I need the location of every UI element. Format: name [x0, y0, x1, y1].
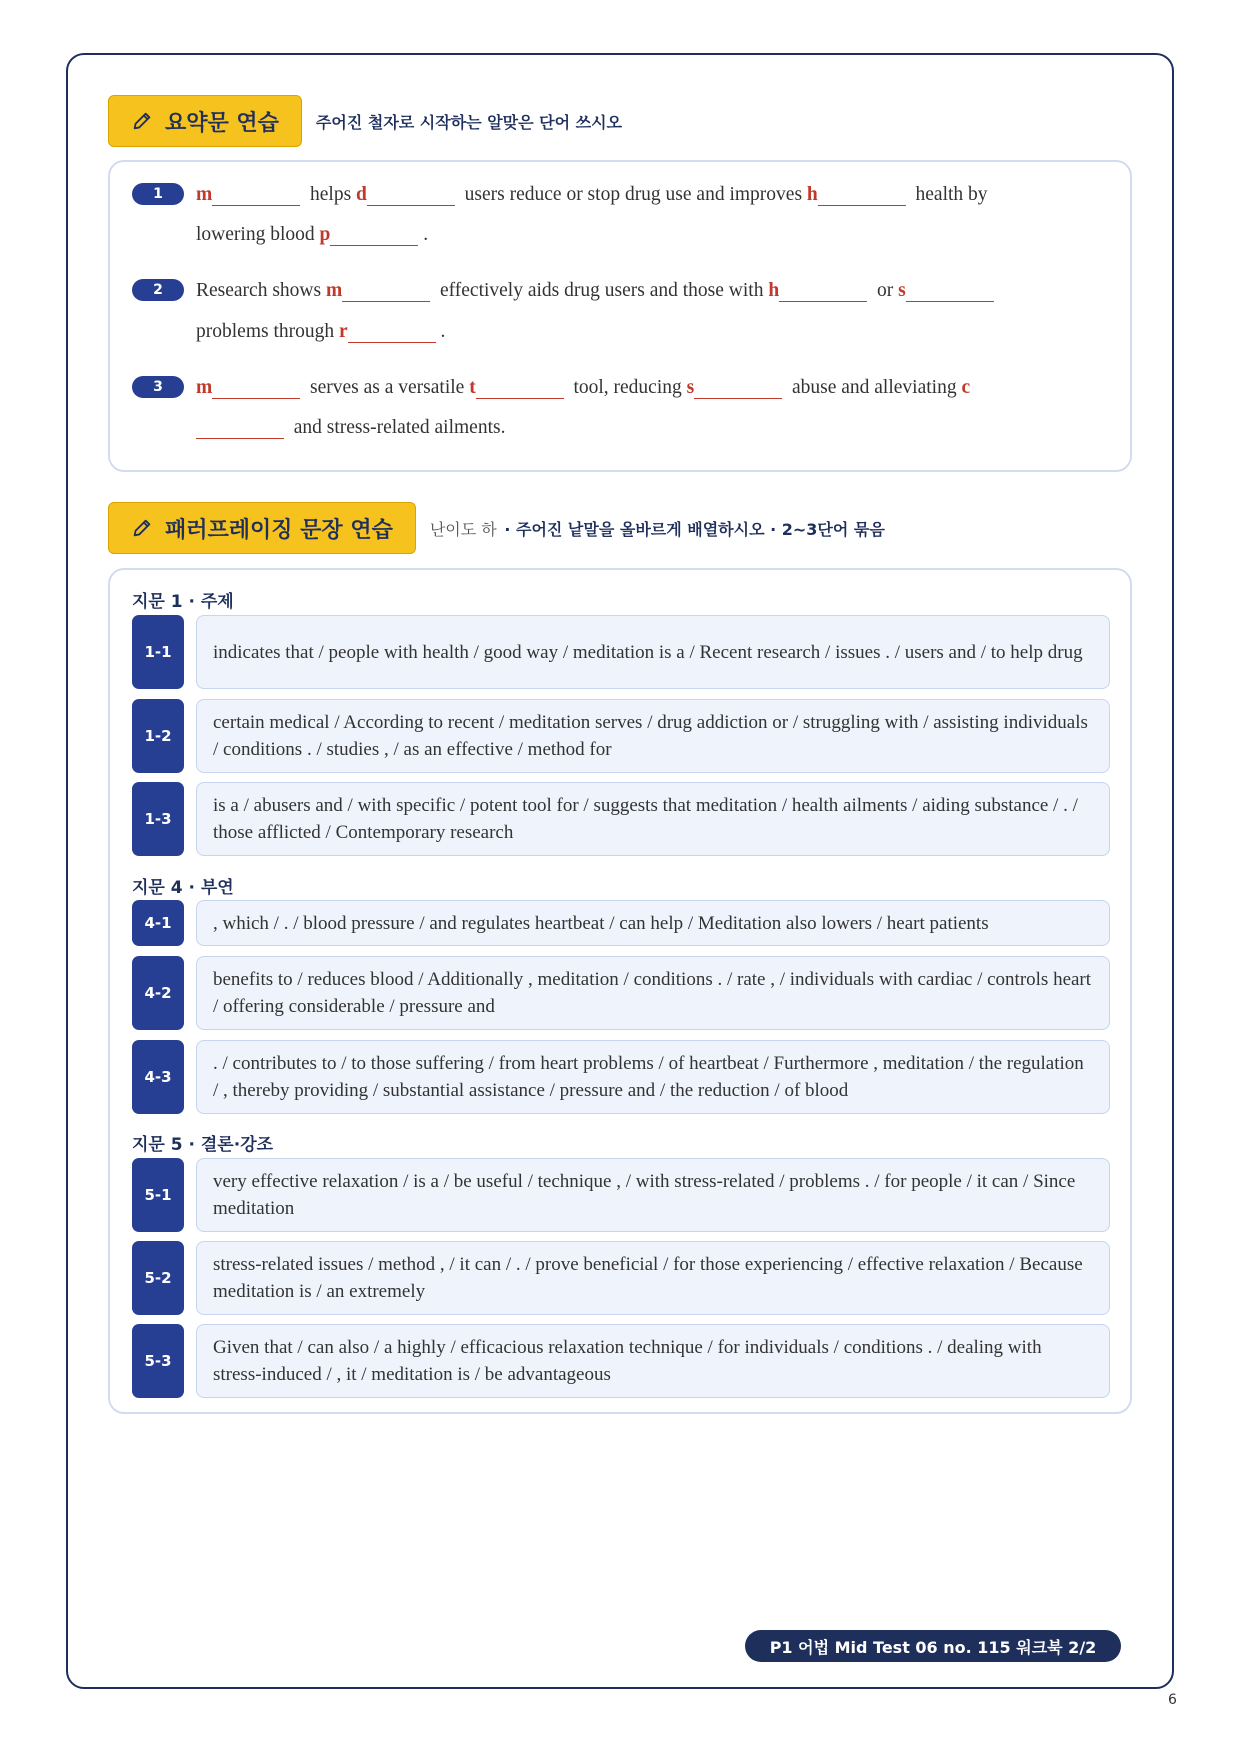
- summary-section-header: [108, 95, 622, 147]
- answer-blank[interactable]: [476, 377, 564, 399]
- paraphrase-instruction: 난이도 하 · 주어진 낱말을 올바르게 배열하시오 · 2~3단어 묶음: [429, 519, 885, 539]
- question-2-line-2: problems through r .: [196, 321, 446, 342]
- question-2-line-1: Research shows m effectively aids drug users and those with h or s: [196, 280, 994, 302]
- question-1-line-2: lowering blood p .: [196, 224, 429, 245]
- item-scramble: Given that / can also / a highly / efficacious relaxation technique / for individuals / conditions . / dealing with stress-induced / , it / meditation is / be advantageous: [196, 1324, 1110, 1398]
- answer-blank[interactable]: [196, 417, 284, 439]
- passage-title: 지문 5 · 결론·강조: [132, 1135, 274, 1155]
- answer-blank[interactable]: [367, 184, 455, 206]
- item-number: 4-2: [132, 956, 184, 1030]
- question-number: 1: [132, 183, 184, 205]
- item-scramble: is a / abusers and / with specific / potent tool for / suggests that meditation / health ailments / aiding substance / . / those afflicted / Contemporary research: [196, 782, 1110, 856]
- answer-blank[interactable]: [330, 224, 418, 246]
- answer-blank[interactable]: [342, 280, 430, 302]
- paraphrase-section-header: [108, 502, 885, 554]
- item-number: 5-1: [132, 1158, 184, 1232]
- pencil-icon: [131, 110, 153, 132]
- item-number: 5-2: [132, 1241, 184, 1315]
- item-number: 4-1: [132, 900, 184, 946]
- passage-title: 지문 1 · 주제: [132, 592, 234, 612]
- footer-label: P1 어법 Mid Test 06 no. 115 워크북 2/2: [745, 1630, 1121, 1662]
- item-scramble: very effective relaxation / is a / be useful / technique , / with stress-related / problems . / for people / it can / Since meditation: [196, 1158, 1110, 1232]
- pencil-icon: [131, 517, 153, 539]
- summary-instruction: 주어진 철자로 시작하는 알맞은 단어 쓰시오: [315, 112, 622, 132]
- summary-section-title: 요약문 연습: [165, 110, 279, 136]
- question-number: 3: [132, 376, 184, 398]
- item-number: 1-2: [132, 699, 184, 773]
- answer-blank[interactable]: [212, 377, 300, 399]
- question-1-line-1: m helps d users reduce or stop drug use and improves h health by: [196, 184, 988, 205]
- question-number: 2: [132, 279, 184, 301]
- item-number: 5-3: [132, 1324, 184, 1398]
- item-scramble: indicates that / people with health / good way / meditation is a / Recent research / issues . / users and / to help drug: [196, 615, 1110, 689]
- item-number: 1-1: [132, 615, 184, 689]
- question-3-line-1: m serves as a versatile t tool, reducing s abuse and alleviating c: [196, 377, 971, 398]
- answer-blank[interactable]: [818, 184, 906, 206]
- passage-title: 지문 4 · 부연: [132, 878, 234, 898]
- item-scramble: . / contributes to / to those suffering / from heart problems / of heartbeat / Furthermore , meditation / the regulation / , thereby providing / substantial assistance / pressure and / the reduction / of blood: [196, 1040, 1110, 1114]
- answer-blank[interactable]: [906, 280, 994, 302]
- difficulty-label: 난이도 하: [429, 519, 497, 539]
- paraphrase-section-tag: [108, 502, 416, 554]
- item-scramble: stress-related issues / method , / it can / . / prove beneficial / for those experiencing / effective relaxation / Because meditation is / an extremely: [196, 1241, 1110, 1315]
- question-3-line-2: and stress-related ailments.: [196, 417, 505, 439]
- page-number: 6: [1168, 1692, 1177, 1708]
- paraphrase-section-title: 패러프레이징 문장 연습: [165, 517, 393, 543]
- item-scramble: certain medical / According to recent / meditation serves / drug addiction or / struggling with / assisting individuals / conditions . / studies , / as an effective / method for: [196, 699, 1110, 773]
- answer-blank[interactable]: [348, 321, 436, 343]
- answer-blank[interactable]: [779, 280, 867, 302]
- item-number: 1-3: [132, 782, 184, 856]
- summary-section-tag: [108, 95, 302, 147]
- answer-blank[interactable]: [212, 184, 300, 206]
- item-scramble: , which / . / blood pressure / and regulates heartbeat / can help / Meditation also lowers / heart patients: [196, 900, 1110, 946]
- item-scramble: benefits to / reduces blood / Additionally , meditation / conditions . / rate , / individuals with cardiac / controls heart / offering considerable / pressure and: [196, 956, 1110, 1030]
- answer-blank[interactable]: [694, 377, 782, 399]
- item-number: 4-3: [132, 1040, 184, 1114]
